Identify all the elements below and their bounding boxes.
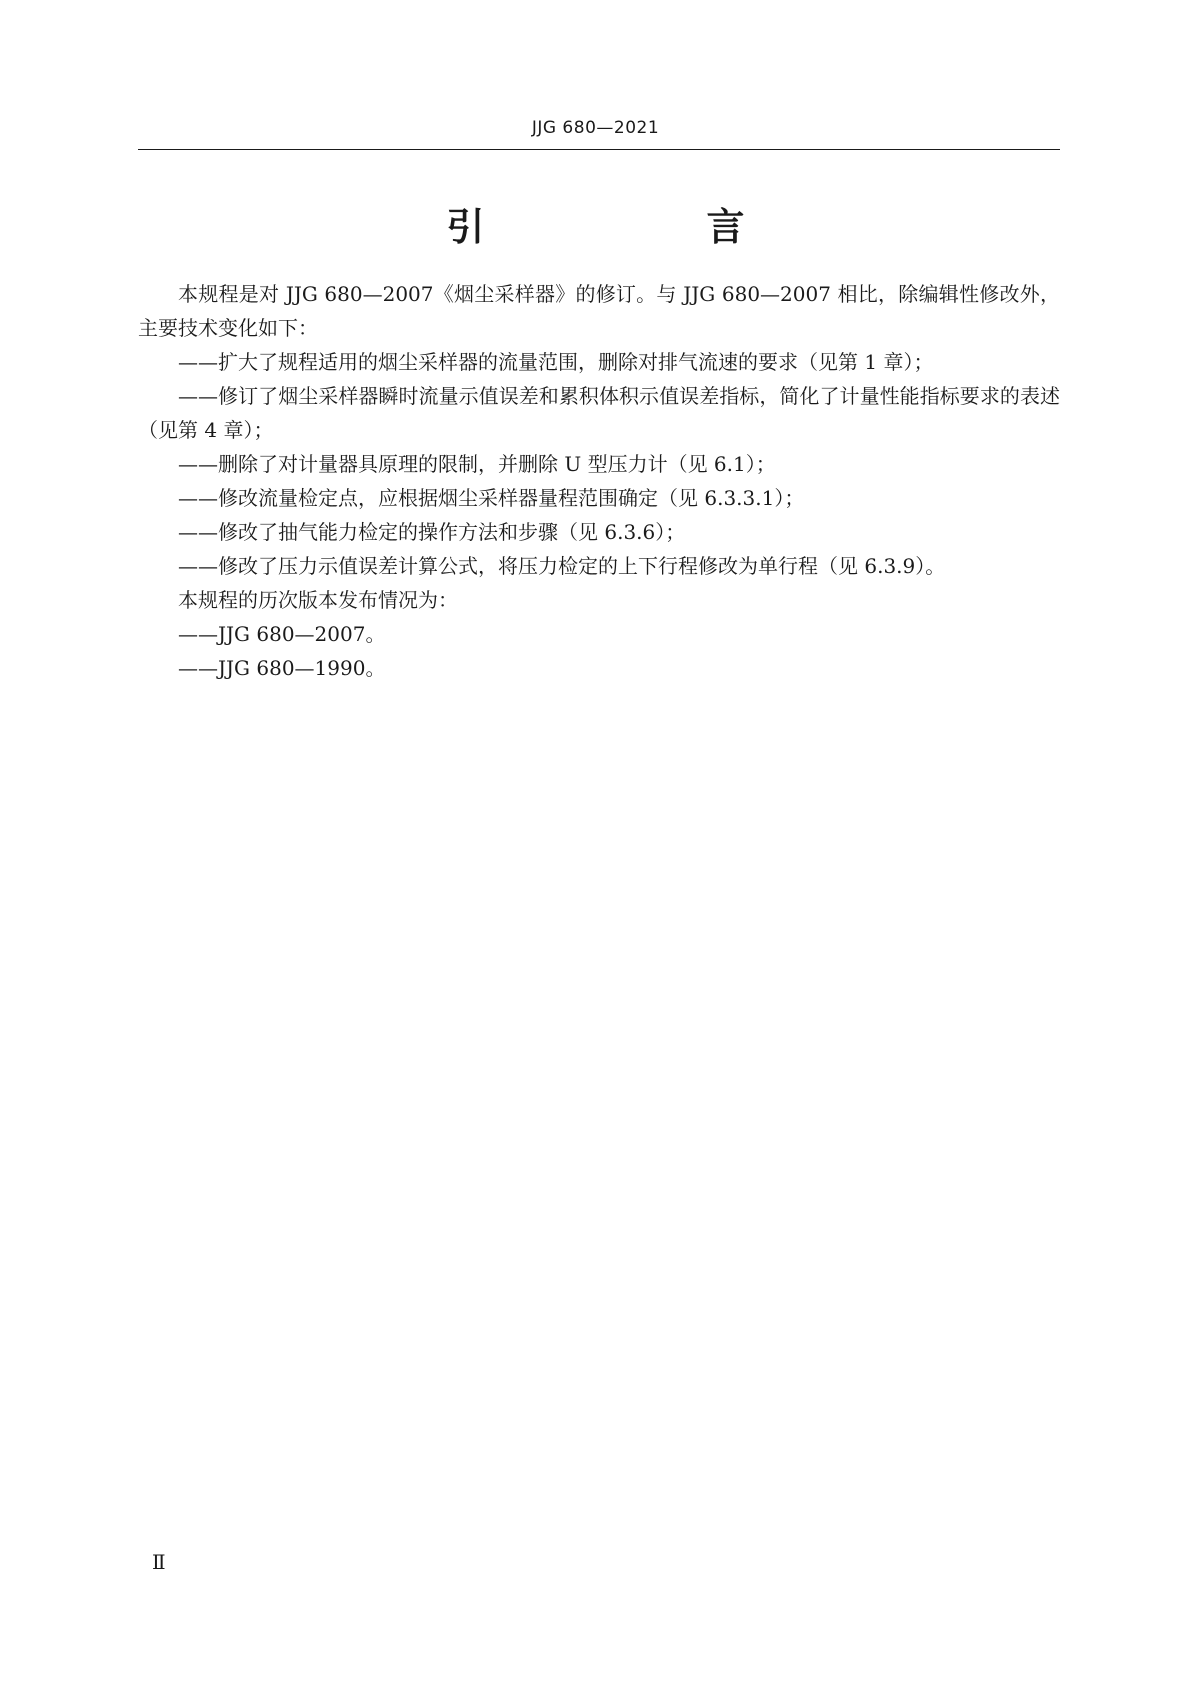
list-item: ——删除了对计量器具原理的限制，并删除 U 型压力计（见 6.1）； xyxy=(178,452,776,476)
running-header: JJG 680—2021 xyxy=(531,118,660,138)
list-item: ——修改了抽气能力检定的操作方法和步骤（见 6.3.6）； xyxy=(178,520,686,544)
list-item: ——修订了烟尘采样器瞬时流量示值误差和累积体积示值误差指标，简化了计量性能指标要求的表述（见第 4 章）； xyxy=(138,384,1060,442)
list-item: ——JJG 680—1990。 xyxy=(178,656,386,680)
page-number: Ⅱ xyxy=(152,1550,166,1574)
paragraph-intro: 本规程是对 JJG 680—2007《烟尘采样器》的修订。与 JJG 680—2007 相比，除编辑性修改外，主要技术变化如下： xyxy=(138,282,1060,340)
list-item: ——扩大了规程适用的烟尘采样器的流量范围，删除对排气流速的要求（见第 1 章）； xyxy=(178,350,934,374)
paragraph-history: 本规程的历次版本发布情况为： xyxy=(178,588,458,612)
list-item: ——JJG 680—2007。 xyxy=(178,622,386,646)
list-item: ——修改了压力示值误差计算公式，将压力检定的上下行程修改为单行程（见 6.3.9）。 xyxy=(178,554,946,578)
body-text xyxy=(138,277,1060,685)
page-title: 引 言 xyxy=(446,205,837,249)
list-item: ——修改流量检定点，应根据烟尘采样器量程范围确定（见 6.3.3.1）； xyxy=(178,486,805,510)
header-rule xyxy=(138,149,1060,150)
